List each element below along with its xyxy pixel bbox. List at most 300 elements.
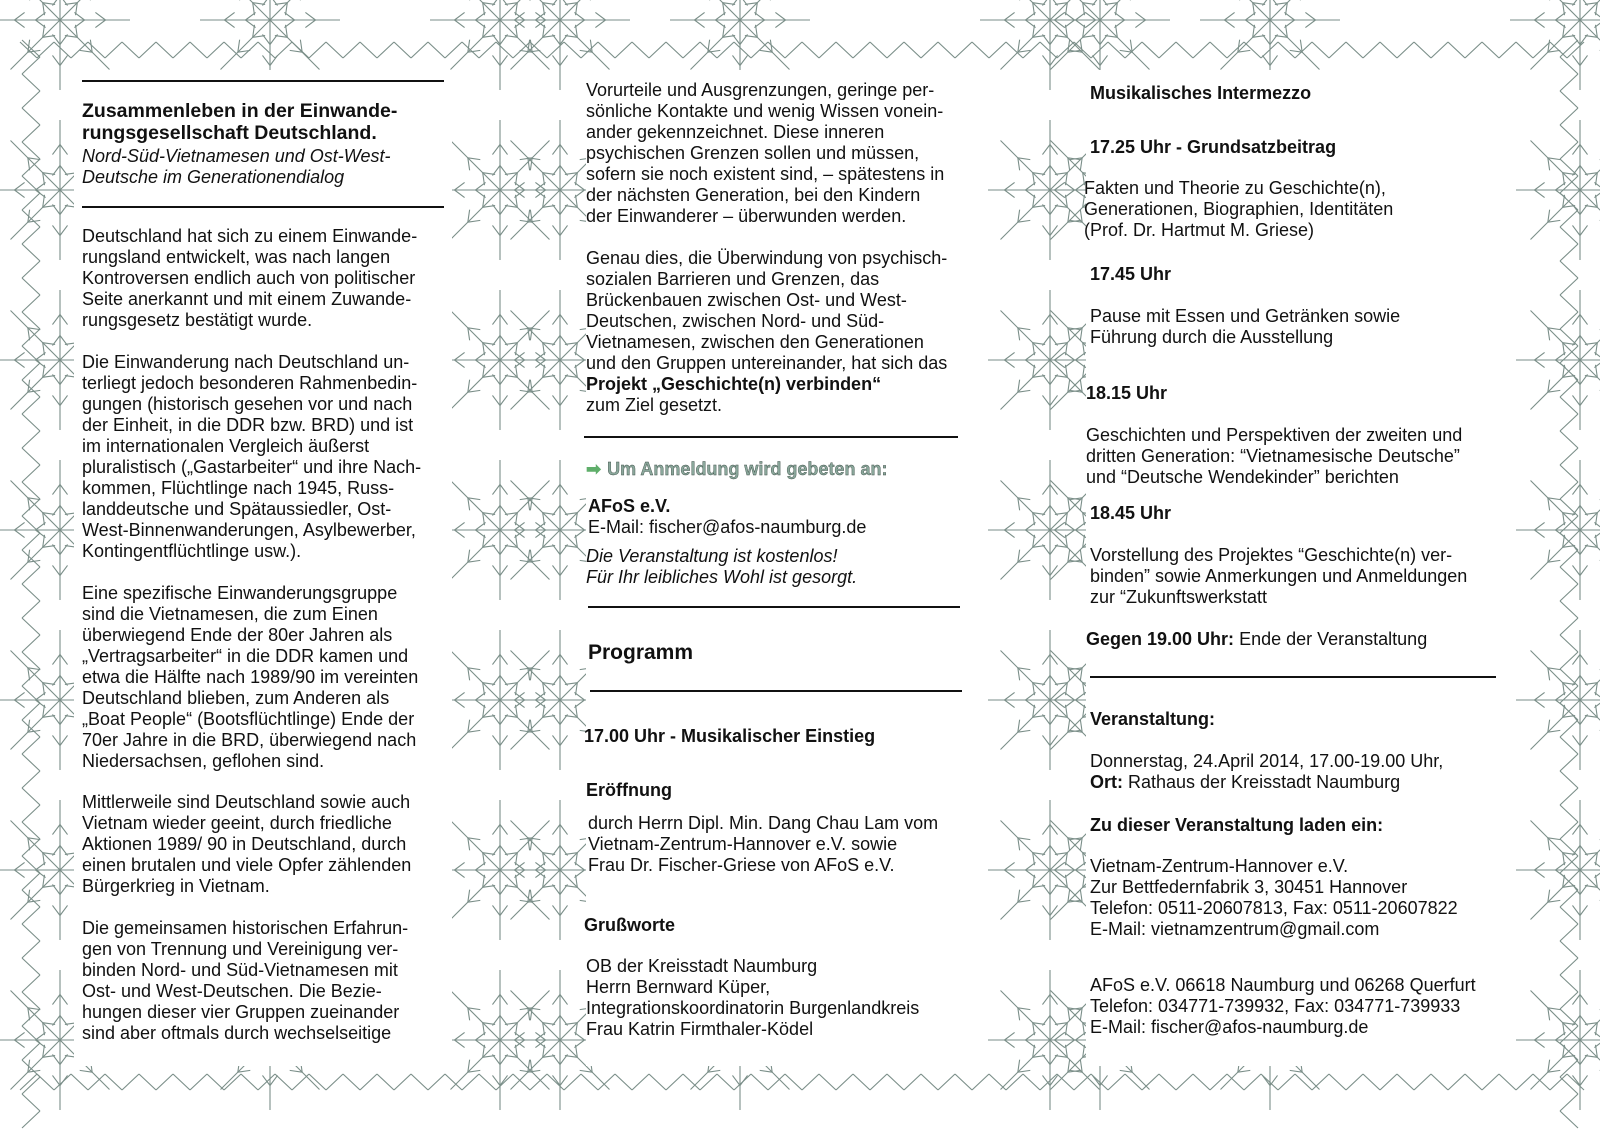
paragraph-bridge-building xyxy=(586,248,947,374)
pattern-stroke xyxy=(1560,448,1578,465)
paragraph-prejudices xyxy=(586,80,944,227)
pattern-stroke xyxy=(1142,42,1159,58)
pattern-stroke xyxy=(1026,870,1036,878)
text-line: Die Veranstaltung ist kostenlos! xyxy=(586,546,838,566)
pattern-stroke xyxy=(632,1074,649,1090)
pattern-stroke xyxy=(1005,870,1015,878)
pattern-stroke xyxy=(224,1074,241,1090)
pattern-stroke xyxy=(326,42,343,58)
pattern-stroke xyxy=(1560,890,1578,907)
pattern-stroke xyxy=(1431,1074,1448,1090)
pattern-stroke xyxy=(751,42,768,58)
pattern-stroke xyxy=(938,42,955,58)
pattern-stroke xyxy=(22,363,40,380)
pattern-stroke xyxy=(1005,12,1015,20)
pattern-stroke xyxy=(52,995,60,1005)
pattern-stroke xyxy=(1567,1074,1584,1090)
pattern-stroke xyxy=(492,55,500,65)
pattern-stroke xyxy=(1026,20,1036,28)
pattern-stroke xyxy=(921,42,938,58)
program-item-1845-details xyxy=(1090,545,1467,608)
pattern-stroke xyxy=(560,655,568,665)
text-line: Seite anerkannt und mit einem Zuwande- xyxy=(82,289,412,309)
pattern-stroke xyxy=(560,374,568,384)
pattern-stroke xyxy=(1560,125,1578,142)
location-label: Ort: xyxy=(1090,772,1123,792)
project-goal: zum Ziel gesetzt. xyxy=(586,395,723,415)
pattern-stroke xyxy=(377,42,394,58)
pattern-stroke xyxy=(513,42,530,58)
pattern-stroke xyxy=(451,870,500,919)
pattern-stroke xyxy=(1193,42,1210,58)
text-line: binden Nord- und Süd-Vietnamesen mit xyxy=(82,960,398,980)
pattern-stroke xyxy=(270,34,278,44)
pattern-stroke xyxy=(500,141,549,190)
pattern-stroke xyxy=(1042,905,1050,915)
text-line: Vietnamesen, zwischen den Generationen xyxy=(586,332,924,352)
pattern-stroke xyxy=(1305,12,1315,20)
pattern-stroke xyxy=(207,42,224,58)
pattern-stroke xyxy=(1076,360,1086,368)
pattern-stroke xyxy=(1580,655,1588,665)
pattern-stroke xyxy=(1580,55,1588,65)
pattern-stroke xyxy=(492,1075,500,1085)
pattern-stroke xyxy=(1567,42,1584,58)
pattern-stroke xyxy=(1125,42,1142,58)
pattern-stroke xyxy=(1001,821,1050,870)
pattern-stroke xyxy=(22,771,40,788)
pattern-stroke xyxy=(1550,42,1567,58)
text-line: Deutschland hat sich zu einem Einwande- xyxy=(82,226,418,246)
pattern-stroke xyxy=(870,42,887,58)
pattern-stroke xyxy=(1397,42,1414,58)
pattern-stroke xyxy=(1312,42,1329,58)
text-line: sönliche Kontakte und wenig Wissen vonein- xyxy=(586,101,944,121)
pattern-stroke xyxy=(1005,692,1015,700)
pattern-stroke xyxy=(492,336,500,346)
pattern-stroke xyxy=(552,506,560,516)
pattern-stroke xyxy=(511,360,560,409)
pattern-stroke xyxy=(1005,360,1015,368)
subtitle-line: Deutsche im Generationendialog xyxy=(82,167,345,187)
program-item-1845: 18.45 Uhr xyxy=(1090,503,1172,523)
pattern-stroke xyxy=(581,1074,598,1090)
pattern-stroke xyxy=(560,225,568,235)
pattern-stroke xyxy=(740,55,748,65)
pattern-stroke xyxy=(1026,360,1036,368)
text-line: hungen dieser vier Gruppen zueinander xyxy=(82,1002,400,1022)
pattern-stroke xyxy=(1560,924,1578,941)
pattern-stroke xyxy=(451,141,500,190)
pattern-stroke xyxy=(1560,618,1578,635)
pattern-stroke xyxy=(52,395,60,405)
pattern-stroke xyxy=(552,55,560,65)
column-project-program xyxy=(586,70,988,1066)
program-item-1815-details xyxy=(1086,425,1462,488)
pattern-stroke xyxy=(451,1040,500,1089)
pattern-stroke xyxy=(22,754,40,771)
text-line: sozialen Barrieren und Grenzen, das xyxy=(586,269,880,289)
text-line: rungsland entwickelt, was nach langen xyxy=(82,247,391,267)
pattern-stroke xyxy=(1572,225,1580,235)
pattern-stroke xyxy=(1580,825,1588,835)
text-line: terliegt jedoch besonderen Rahmenbedin- xyxy=(82,373,418,393)
pattern-stroke xyxy=(938,1074,955,1090)
text-line: Kontingentflüchtlinge usw.). xyxy=(82,541,302,561)
text-line: Fakten und Theorie zu Geschichte(n), xyxy=(1084,178,1386,198)
pattern-stroke xyxy=(560,825,568,835)
program-end-text: Ende der Veranstaltung xyxy=(1234,629,1428,649)
pattern-stroke xyxy=(666,42,683,58)
pattern-stroke xyxy=(530,1074,547,1090)
free-admission-note xyxy=(586,546,857,588)
pattern-stroke xyxy=(1026,1040,1036,1048)
pattern-stroke xyxy=(11,651,60,700)
pattern-stroke xyxy=(1295,42,1312,58)
pattern-stroke xyxy=(1380,1074,1397,1090)
pattern-stroke xyxy=(560,995,568,1005)
pattern-stroke xyxy=(60,1054,68,1064)
pattern-stroke xyxy=(1535,12,1545,20)
pattern-stroke xyxy=(22,1043,40,1060)
pattern-stroke xyxy=(552,905,560,915)
pattern-stroke xyxy=(734,42,751,58)
invitation-heading: Zu dieser Veranstaltung laden ein: xyxy=(1090,815,1384,835)
pattern-stroke xyxy=(455,530,465,538)
pattern-stroke xyxy=(1572,55,1580,65)
pattern-stroke xyxy=(1560,108,1578,125)
pattern-stroke xyxy=(1560,40,1578,57)
pattern-stroke xyxy=(560,315,568,325)
text-line: durch Herrn Dipl. Min. Dang Chau Lam vom xyxy=(588,813,939,833)
pattern-stroke xyxy=(500,481,549,530)
pattern-stroke xyxy=(1076,530,1086,538)
pattern-stroke xyxy=(1050,884,1058,894)
pattern-stroke xyxy=(22,278,40,295)
pattern-stroke xyxy=(1560,244,1578,261)
pattern-stroke xyxy=(492,506,500,516)
pattern-stroke xyxy=(275,42,292,58)
pattern-stroke xyxy=(500,651,549,700)
pattern-stroke xyxy=(1572,395,1580,405)
pattern-stroke xyxy=(511,20,560,69)
pattern-stroke xyxy=(955,1074,972,1090)
pattern-stroke xyxy=(22,584,40,601)
text-line: Vietnam-Zentrum-Hannover e.V. sowie xyxy=(588,834,898,854)
pattern-stroke xyxy=(1001,1040,1050,1089)
pattern-stroke xyxy=(1560,278,1578,295)
pattern-stroke xyxy=(1414,1074,1431,1090)
pattern-stroke xyxy=(1560,431,1578,448)
pattern-stroke xyxy=(887,42,904,58)
pattern-stroke xyxy=(500,821,549,870)
pattern-stroke xyxy=(60,34,68,44)
pattern-stroke xyxy=(71,1074,88,1090)
pattern-stroke xyxy=(451,311,500,360)
pattern-stroke xyxy=(1535,692,1545,700)
column-intro xyxy=(74,70,452,1066)
pattern-stroke xyxy=(921,1074,938,1090)
title-line: rungsgesellschaft Deutschland. xyxy=(82,122,377,144)
pattern-stroke xyxy=(22,805,40,822)
pattern-stroke xyxy=(1042,995,1050,1005)
pattern-stroke xyxy=(22,74,40,91)
pattern-stroke xyxy=(1580,395,1588,405)
pattern-stroke xyxy=(1042,145,1050,155)
pattern-stroke xyxy=(22,91,40,108)
pattern-stroke xyxy=(1244,42,1261,58)
pattern-stroke xyxy=(500,145,508,155)
pattern-stroke xyxy=(496,1074,513,1090)
text-line: der Einheit, in die DDR bzw. BRD) und ist xyxy=(82,415,414,435)
pattern-stroke xyxy=(1042,55,1050,65)
registration-heading-text: Um Anmeldung wird gebeten an: xyxy=(607,459,888,479)
pattern-stroke xyxy=(560,735,568,745)
pattern-stroke xyxy=(492,655,500,665)
pattern-stroke xyxy=(60,884,68,894)
pattern-stroke xyxy=(71,42,88,58)
pattern-stroke xyxy=(547,1074,564,1090)
pattern-stroke xyxy=(802,42,819,58)
greetings-speakers xyxy=(586,956,919,1040)
pattern-stroke xyxy=(552,825,560,835)
pattern-stroke xyxy=(1193,1074,1210,1090)
text-line: Deutschland blieben, zum Anderen als xyxy=(82,688,390,708)
pattern-stroke xyxy=(11,141,60,190)
pattern-stroke xyxy=(560,395,568,405)
pattern-stroke xyxy=(500,884,508,894)
pattern-stroke xyxy=(1057,42,1074,58)
pattern-stroke xyxy=(22,465,40,482)
text-line: OB der Kreisstadt Naumburg xyxy=(586,956,818,976)
text-line: sofern sie noch existent sind, – spätestens in xyxy=(586,164,945,184)
pattern-stroke xyxy=(560,1075,568,1085)
pattern-stroke xyxy=(1499,42,1516,58)
pattern-stroke xyxy=(1100,20,1149,69)
text-line: psychischen Grenzen sollen und müssen, xyxy=(586,143,920,163)
text-line: West-Binnenwanderungen, Asylbewerber, xyxy=(82,520,416,540)
pattern-stroke xyxy=(22,1094,40,1111)
pattern-stroke xyxy=(1042,1016,1050,1026)
pattern-stroke xyxy=(1560,635,1578,652)
pattern-stroke xyxy=(1050,1054,1058,1064)
pattern-stroke xyxy=(500,225,508,235)
text-line: Integrationskoordinatorin Burgenlandkreis xyxy=(586,998,920,1018)
pattern-stroke xyxy=(1556,20,1566,28)
pattern-stroke xyxy=(552,655,560,665)
text-line: AFoS e.V. 06618 Naumburg und 06268 Querfurt xyxy=(1090,975,1476,995)
pattern-stroke xyxy=(560,485,568,495)
text-line: Vietnam-Zentrum-Hannover e.V. xyxy=(1090,856,1349,876)
pattern-stroke xyxy=(1001,360,1050,409)
pattern-stroke xyxy=(1005,530,1015,538)
pattern-stroke xyxy=(649,42,666,58)
pattern-stroke xyxy=(221,20,270,69)
program-end-label: Gegen 19.00 Uhr: xyxy=(1086,629,1235,649)
pattern-stroke xyxy=(1135,20,1145,28)
program-end xyxy=(1086,629,1427,650)
divider xyxy=(590,690,962,692)
pattern-stroke xyxy=(1560,805,1578,822)
text-line: überwiegend Ende der 80er Jahren als xyxy=(82,625,393,645)
pattern-stroke xyxy=(1305,20,1315,28)
pattern-stroke xyxy=(451,190,500,239)
pattern-stroke xyxy=(1050,544,1058,554)
pattern-stroke xyxy=(492,395,500,405)
pattern-stroke xyxy=(511,190,560,239)
paragraph-immigration-conditions xyxy=(82,352,421,562)
pattern-stroke xyxy=(1246,20,1256,28)
pattern-stroke xyxy=(455,692,465,700)
pattern-stroke xyxy=(666,1074,683,1090)
pattern-stroke xyxy=(492,145,500,155)
text-line: kommen, Flüchtlinge nach 1945, Russ- xyxy=(82,478,395,498)
pattern-stroke xyxy=(560,1054,568,1064)
pattern-stroke xyxy=(476,190,486,198)
pattern-stroke xyxy=(615,1074,632,1090)
pattern-stroke xyxy=(1295,1074,1312,1090)
pattern-stroke xyxy=(547,42,564,58)
pattern-stroke xyxy=(262,0,270,6)
pattern-stroke xyxy=(989,42,1006,58)
text-line: Für Ihr leibliches Wohl ist gesorgt. xyxy=(586,567,858,587)
text-line: E-Mail: fischer@afos-naumburg.de xyxy=(1090,1017,1369,1037)
pattern-stroke xyxy=(190,1074,207,1090)
pattern-stroke xyxy=(500,34,508,44)
pattern-stroke xyxy=(1560,74,1578,91)
pattern-stroke xyxy=(511,1040,560,1089)
pattern-stroke xyxy=(500,700,549,749)
pattern-stroke xyxy=(15,870,25,878)
pattern-stroke xyxy=(22,193,40,210)
pattern-stroke xyxy=(54,1074,71,1090)
text-line: Eine spezifische Einwanderungsgruppe xyxy=(82,583,398,603)
paragraph-shared-experience xyxy=(82,918,408,1044)
pattern-stroke xyxy=(492,905,500,915)
pattern-stroke xyxy=(451,821,500,870)
pattern-stroke xyxy=(476,870,486,878)
pattern-stroke xyxy=(451,530,500,579)
pattern-stroke xyxy=(552,995,560,1005)
pattern-stroke xyxy=(1535,1040,1545,1048)
pattern-stroke xyxy=(60,544,68,554)
pattern-stroke xyxy=(11,821,60,870)
registration-org: AFoS e.V. xyxy=(588,496,671,516)
pattern-stroke xyxy=(15,182,25,190)
pattern-stroke xyxy=(1221,20,1270,69)
pattern-stroke xyxy=(1535,862,1545,870)
text-line: Ost- und West-Deutschen. Die Bezie- xyxy=(82,981,382,1001)
text-line: und “Deutsche Wendekinder” berichten xyxy=(1086,467,1399,487)
pattern-stroke xyxy=(683,42,700,58)
pattern-stroke xyxy=(1092,0,1100,6)
text-line: Herrn Bernward Küper, xyxy=(586,977,771,997)
pattern-stroke xyxy=(52,655,60,665)
pattern-stroke xyxy=(60,225,68,235)
pattern-stroke xyxy=(1414,42,1431,58)
text-line: einen brutalen und viele Opfer zählenden xyxy=(82,855,412,875)
pattern-stroke xyxy=(52,315,60,325)
pattern-stroke xyxy=(511,481,560,530)
pattern-stroke xyxy=(1001,870,1050,919)
pattern-stroke xyxy=(394,1074,411,1090)
text-line: Vorstellung des Projektes “Geschichte(n) ver- xyxy=(1090,545,1453,565)
pattern-stroke xyxy=(500,190,549,239)
pattern-stroke xyxy=(1076,700,1086,708)
registration-email[interactable]: E-Mail: fischer@afos-naumburg.de xyxy=(588,517,867,537)
pattern-stroke xyxy=(15,522,25,530)
pattern-stroke xyxy=(853,42,870,58)
pattern-stroke xyxy=(1535,190,1545,198)
pattern-stroke xyxy=(1580,225,1588,235)
pattern-stroke xyxy=(1535,530,1545,538)
text-line: E-Mail: vietnamzentrum@gmail.com xyxy=(1090,919,1380,939)
text-line: Vietnam wieder geeint, durch friedliche xyxy=(82,813,392,833)
pattern-stroke xyxy=(428,1074,445,1090)
pattern-stroke xyxy=(246,20,256,28)
pattern-stroke xyxy=(22,312,40,329)
pattern-stroke xyxy=(225,12,235,20)
pattern-stroke xyxy=(455,700,465,708)
pattern-stroke xyxy=(1499,1074,1516,1090)
pattern-stroke xyxy=(309,42,326,58)
pattern-stroke xyxy=(492,0,500,6)
pattern-stroke xyxy=(455,20,465,28)
pattern-stroke xyxy=(156,42,173,58)
text-line: Deutschen, zwischen Nord- und Süd- xyxy=(586,311,885,331)
pattern-stroke xyxy=(1560,788,1578,805)
pattern-stroke xyxy=(343,42,360,58)
divider xyxy=(588,606,960,608)
pattern-stroke xyxy=(1560,380,1578,397)
pattern-stroke xyxy=(1580,735,1588,745)
pattern-stroke xyxy=(22,142,40,159)
pattern-stroke xyxy=(564,42,581,58)
pattern-stroke xyxy=(15,352,25,360)
pattern-stroke xyxy=(500,1040,549,1089)
pattern-stroke xyxy=(700,1074,717,1090)
pattern-stroke xyxy=(1050,204,1058,214)
divider xyxy=(82,206,444,208)
program-item-1725-details xyxy=(1084,178,1393,241)
pattern-stroke xyxy=(1312,1074,1329,1090)
pattern-stroke xyxy=(445,1074,462,1090)
title-line: Zusammenleben in der Einwande- xyxy=(82,100,398,122)
pattern-stroke xyxy=(22,295,40,312)
pattern-stroke xyxy=(22,414,40,431)
pattern-stroke xyxy=(560,544,568,554)
pattern-stroke xyxy=(552,225,560,235)
pattern-stroke xyxy=(1005,522,1015,530)
pattern-stroke xyxy=(1042,225,1050,235)
pattern-stroke xyxy=(1159,1074,1176,1090)
pattern-stroke xyxy=(904,42,921,58)
pattern-stroke xyxy=(15,700,25,708)
pattern-stroke xyxy=(1244,1074,1261,1090)
text-line: Kontroversen endlich auch von politischer xyxy=(82,268,416,288)
pattern-stroke xyxy=(1042,825,1050,835)
pattern-stroke xyxy=(1125,1074,1142,1090)
pattern-stroke xyxy=(139,1074,156,1090)
text-line: etwa die Hälfte nach 1989/90 im vereinten xyxy=(82,667,419,687)
text-line: der nächsten Generation, bei den Kindern xyxy=(586,185,921,205)
pattern-stroke xyxy=(1531,821,1580,870)
pattern-stroke xyxy=(1535,700,1545,708)
pattern-stroke xyxy=(455,352,465,360)
project-statement xyxy=(586,374,881,416)
pattern-stroke xyxy=(511,651,560,700)
pattern-stroke xyxy=(22,975,40,992)
